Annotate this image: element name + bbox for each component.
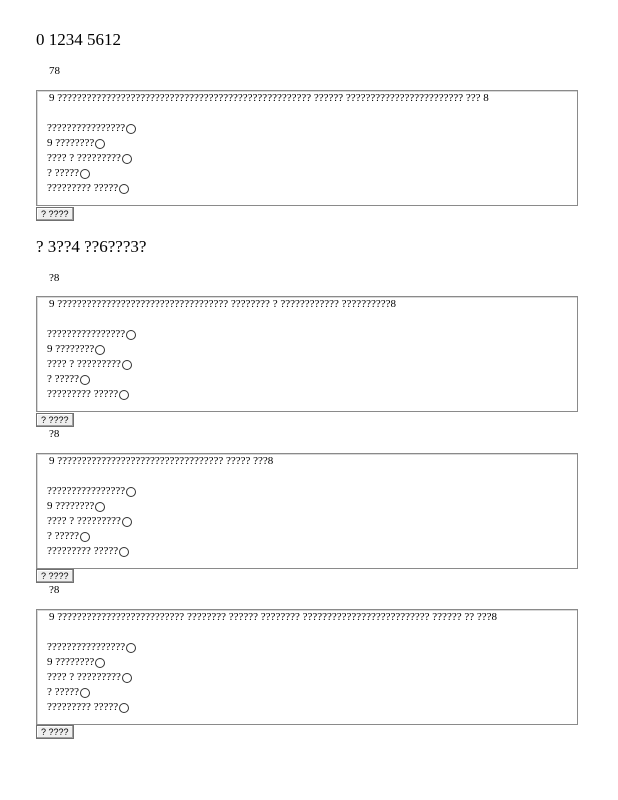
option-label: ???????????????? [47,122,126,134]
question-4-option-3[interactable] [47,670,136,685]
radio-button[interactable] [126,330,136,340]
question-4-option-1[interactable] [47,640,136,655]
question-4-option-5[interactable] [47,700,136,715]
option-label: ???????????????? [47,328,126,340]
question-4-option-4[interactable] [47,685,136,700]
option-label: ????????? ????? [47,182,119,194]
radio-button[interactable] [119,390,129,400]
radio-button[interactable] [119,703,129,713]
question-2-box [36,296,578,412]
option-label: ? ????? [47,373,80,385]
option-label: ? ????? [47,167,80,179]
radio-button[interactable] [122,673,132,683]
question-4-option-2[interactable] [47,655,136,670]
question-2-text: 9 ??????????????????????????????????? ???????? ? ???????????? ??????????8 [49,298,396,310]
option-label: ???????????????? [47,641,126,653]
question-1-option-4[interactable] [47,166,136,181]
question-2-option-5[interactable] [47,387,136,402]
question-3-option-4[interactable] [47,529,136,544]
question-2-option-3[interactable] [47,357,136,372]
option-label: ? ????? [47,530,80,542]
question-1-option-3[interactable] [47,151,136,166]
question-1-submit-button[interactable]: ? ???? [36,207,74,221]
question-2-option-2[interactable] [47,342,136,357]
radio-button[interactable] [122,360,132,370]
radio-button[interactable] [80,688,90,698]
question-3-option-3[interactable] [47,514,136,529]
radio-button[interactable] [95,502,105,512]
question-3-submit-button[interactable]: ? ???? [36,569,74,583]
question-4-number: ?8 [49,584,60,596]
question-3-box [36,453,578,569]
option-label: 9 ???????? [47,656,95,668]
question-1-options [47,121,136,196]
radio-button[interactable] [95,139,105,149]
question-3-option-2[interactable] [47,499,136,514]
page-title: 0 1234 5612 [36,30,121,49]
question-1-option-1[interactable] [47,121,136,136]
radio-button[interactable] [80,169,90,179]
question-1-option-2[interactable] [47,136,136,151]
question-4-text: 9 ?????????????????????????? ???????? ?????? ???????? ?????????????????????????? ?????? ?? ???8 [49,611,497,623]
question-4-options [47,640,136,715]
radio-button[interactable] [119,547,129,557]
option-label: ????????? ????? [47,388,119,400]
option-label: ???????????????? [47,485,126,497]
radio-button[interactable] [80,375,90,385]
option-label: ???? ? ????????? [47,358,121,370]
question-4-submit-button[interactable]: ? ???? [36,725,74,739]
question-3-number: ?8 [49,428,60,440]
option-label: 9 ???????? [47,343,95,355]
question-2-option-1[interactable] [47,327,136,342]
option-label: ????????? ????? [47,701,119,713]
section-2-title: ? 3??4 ??6???3? [36,237,147,256]
question-1-box [36,90,578,206]
question-1-option-5[interactable] [47,181,136,196]
question-1-number: 78 [49,65,60,77]
question-4-box [36,609,578,725]
radio-button[interactable] [122,517,132,527]
question-3-options [47,484,136,559]
question-3-option-1[interactable] [47,484,136,499]
option-label: ???? ? ????????? [47,671,121,683]
question-3-text: 9 ?????????????????????????????????? ????? ???8 [49,455,274,467]
radio-button[interactable] [126,643,136,653]
radio-button[interactable] [126,124,136,134]
radio-button[interactable] [126,487,136,497]
option-label: 9 ???????? [47,137,95,149]
question-3-option-5[interactable] [47,544,136,559]
radio-button[interactable] [95,345,105,355]
option-label: ???? ? ????????? [47,515,121,527]
question-2-option-4[interactable] [47,372,136,387]
radio-button[interactable] [95,658,105,668]
question-2-number: ?8 [49,272,60,284]
option-label: ???? ? ????????? [47,152,121,164]
question-1-text: 9 ???????????????????????????????????????????????????? ?????? ???????????????????????? ??? 8 [49,92,489,104]
question-2-options [47,327,136,402]
option-label: 9 ???????? [47,500,95,512]
question-2-submit-button[interactable]: ? ???? [36,413,74,427]
option-label: ????????? ????? [47,545,119,557]
radio-button[interactable] [80,532,90,542]
radio-button[interactable] [119,184,129,194]
radio-button[interactable] [122,154,132,164]
option-label: ? ????? [47,686,80,698]
